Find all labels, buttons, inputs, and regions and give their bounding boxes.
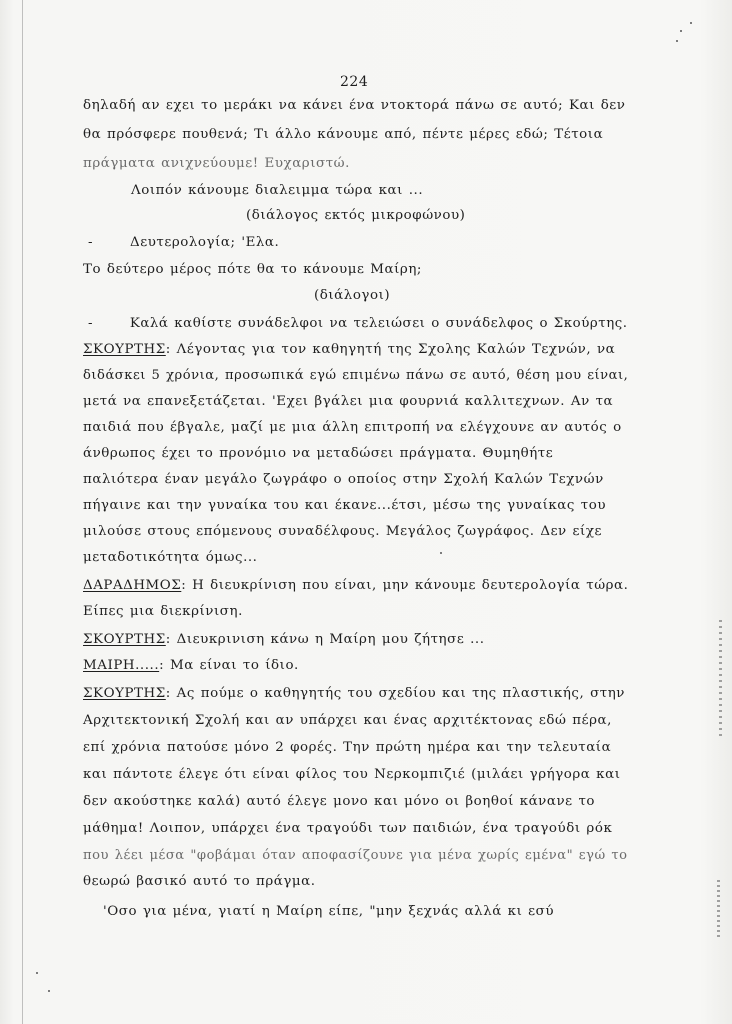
text-line: 'Οσο για μένα, γιατί η Μαίρη είπε, "μην ξεχνάς αλλά κι εσύ <box>103 904 555 919</box>
speaker-name: ΜΑΙΡΗ..... <box>83 658 160 673</box>
text-line: μιλούσε στους επόμενους συναδέλφους. Μεγάλος ζωγράφος. Δεν είχε <box>83 524 602 539</box>
stage-direction: (διάλογος εκτός μικροφώνου) <box>246 208 466 223</box>
text-line: μετά να επανεξετάζεται. 'Εχει βγάλει μια φουρνιά καλλιτεχνων. Αν τα <box>83 394 614 409</box>
scan-speck <box>690 22 692 24</box>
scan-speck <box>36 972 38 974</box>
text-line: δεν ακούστηκε καλά) αυτό έλεγε μονο και μόνο οι βοηθοί κάνανε το <box>83 794 596 809</box>
scan-speck <box>676 40 678 42</box>
dialogue-line: - Καλά καθίστε συνάδελφοι να τελειώσει ο συνάδελφος ο Σκούρτης. <box>88 316 628 331</box>
scan-speck <box>680 30 682 32</box>
text-line: θα πρόσφερε πουθενά; Τι άλλο κάνουμε από, πέντε μέρες εδώ; Τέτοια <box>83 127 604 142</box>
dialogue-line: ΔΑΡΑΔΗΜΟΣ: Η διευκρίνιση που είναι, μην κάνουμε δευτερολογία τώρα. <box>83 578 629 593</box>
text-line: μάθημα! Λοιπον, υπάρχει ένα τραγούδι των παιδιών, ένα τραγούδι ρόκ <box>83 821 613 836</box>
text-line: άνθρωπος έχει το προνόμιο να μεταδώσει πράγματα. Θυμηθήτε <box>83 446 554 461</box>
text-line: επί χρόνια πατούσε μόνο 2 φορές. Την πρώτη ημέρα και την τελευταία <box>83 740 612 755</box>
text-line: Αρχιτεκτονική Σχολή και αν υπάρχει και ένας αρχιτέκτονας εδώ πέρα, <box>83 713 612 728</box>
dialogue-line: - Δευτερολογία; 'Ελα. <box>88 235 280 250</box>
scan-speck <box>440 552 442 554</box>
text-line: και πάντοτε έλεγε ότι είναι φίλος του Νερκομπιζιέ (μιλάει γρήγορα και <box>83 767 621 782</box>
text-line: δηλαδή αν εχει το μεράκι να κάνει ένα ντοκτορά πάνω σε αυτό; Και δεν <box>83 98 626 113</box>
text-line: Είπες μια διεκρίνιση. <box>83 604 243 619</box>
scan-edge-marks <box>717 880 720 940</box>
speaker-name: ΣΚΟΥΡΤΗΣ <box>83 632 166 647</box>
stage-direction: (διάλογοι) <box>314 288 391 303</box>
text-line: που λέει μέσα "φοβάμαι όταν αποφασίζουνε για μένα χωρίς εμένα" εγώ το <box>83 848 628 863</box>
speaker-name: ΣΚΟΥΡΤΗΣ <box>83 342 166 357</box>
text-line: Λοιπόν κάνουμε διαλειμμα τώρα και ... <box>131 183 424 198</box>
dialogue-line: ΣΚΟΥΡΤΗΣ: Ας πούμε ο καθηγητής του σχεδίου και της πλαστικής, στην <box>83 686 625 701</box>
text-line: παιδιά που έβγαλε, μαζί με μια άλλη επιτροπή να ελέγχουνε αν αυτός ο <box>83 420 622 435</box>
text-line: Το δεύτερο μέρος πότε θα το κάνουμε Μαίρη; <box>83 262 422 277</box>
dialogue-line: ΜΑΙΡΗ.....: Μα είναι το ίδιο. <box>83 658 299 673</box>
text-line: πήγαινε και την γυναίκα του και έκανε...έτσι, μέσω της γυναίκας του <box>83 498 607 513</box>
text-line: διδάσκει 5 χρόνια, προσωπικά εγώ επιμένω πάνω σε αυτό, θέση μου είναι, <box>83 368 629 383</box>
dialogue-line: ΣΚΟΥΡΤΗΣ: Λέγοντας για τον καθηγητή της Σχολης Καλών Τεχνών, να <box>83 342 616 357</box>
text-line: μεταδοτικότητα όμως... <box>83 550 258 565</box>
page-number: 224 <box>340 74 369 90</box>
speaker-name: ΣΚΟΥΡΤΗΣ <box>83 686 166 701</box>
text-line: παλιότερα έναν μεγάλο ζωγράφο ο οποίος στην Σχολή Καλών Τεχνών <box>83 472 604 487</box>
text-line: πράγματα ανιχνεύουμε! Ευχαριστώ. <box>83 156 350 171</box>
dialogue-line: ΣΚΟΥΡΤΗΣ: Διευκρινιση κάνω η Μαίρη μου ζήτησε ... <box>83 632 485 647</box>
speaker-name: ΔΑΡΑΔΗΜΟΣ <box>83 578 182 593</box>
scan-edge-marks <box>719 620 722 740</box>
scan-speck <box>48 990 50 992</box>
scan-edge-line <box>22 0 23 1024</box>
text-line: θεωρώ βασικό αυτό το πράγμα. <box>83 874 316 889</box>
